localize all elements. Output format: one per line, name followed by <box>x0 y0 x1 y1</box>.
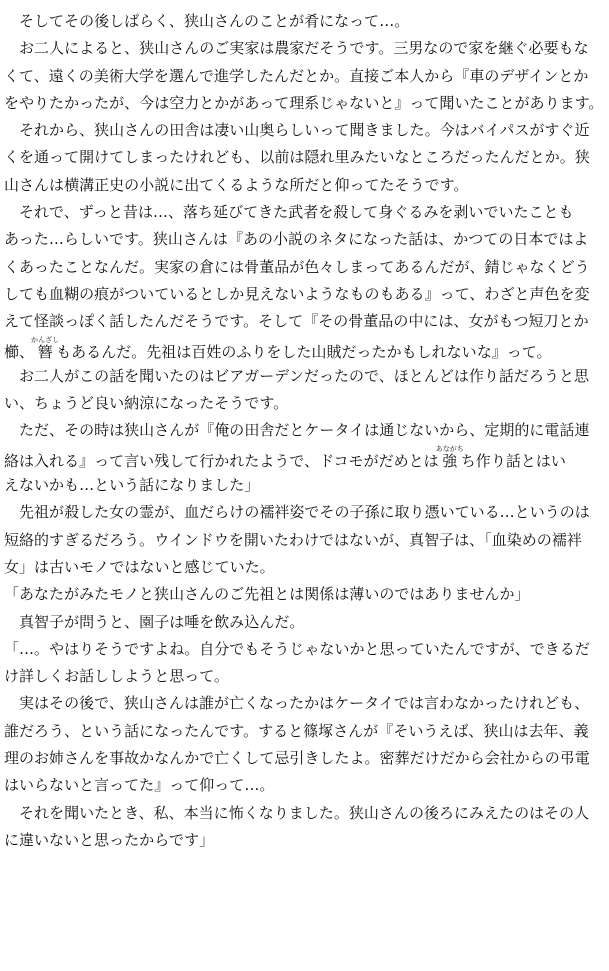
text-line: それで、ずっと昔は…、落ち延びてきた武者を殺して身ぐるみを剥いでいたことも <box>4 203 574 222</box>
text-line: それから、狭山さんの田舎は凄い山奥らしいって聞きました。今はバイパスがすぐ近 <box>4 121 590 140</box>
text-segment: ち作り話とはい <box>460 451 566 470</box>
text-line: お二人がこの話を聞いたのはビアガーデンだったので、ほとんどは作り話だろうと思 <box>4 366 590 385</box>
text-line: 短絡的すぎるだろう。ウインドウを開いたわけではないが、真智子は、「血染めの襦袢 <box>4 530 582 549</box>
text-line: 実はその後で、狭山さんは誰が亡くなったかはケータイでは言わなかったけれども、 <box>4 694 590 713</box>
text-line-with-ruby <box>4 445 605 472</box>
text-line: 女」は古いモノではないと感じていた。 <box>4 557 275 576</box>
text-line: 誰だろう、という話になったんです。すると篠塚さんが『そいうえば、狭山は去年、義 <box>4 721 589 740</box>
text-line: あった…らしいです。狭山さんは『あの小説のネタになった話は、かつての日本ではよ <box>4 230 589 249</box>
text-segment: 櫛、 <box>4 342 35 361</box>
text-line: しても血糊の痕がついているとしか見えないようなものもある』って、わざと声色を変 <box>4 284 590 303</box>
ruby-base: 簪 <box>31 342 60 361</box>
text-line: えないかも…という話になりました」 <box>4 476 260 495</box>
ruby-annotation <box>435 444 464 470</box>
text-line: け詳しくお話ししようと思って。 <box>4 667 230 686</box>
text-line-with-ruby <box>4 336 605 363</box>
paragraph-11 <box>4 690 605 799</box>
paragraph-2 <box>4 35 605 117</box>
document-page <box>4 8 605 854</box>
text-line: 「…。やはりそうですよね。自分でもそうじゃないかと思っていたんですが、できるだ <box>4 639 590 658</box>
text-line: ただ、その時は狭山さんが『俺の田舎だとケータイは通じないから、定期的に電話連 <box>4 421 590 440</box>
text-line: お二人によると、狭山さんのご実家は農家だそうです。三男なので家を継ぐ必要もな <box>4 39 589 58</box>
text-segment: 絡は入れる』って言い残して行かれたようで、ドコモがだめとは <box>4 451 439 470</box>
text-line: 真智子が問うと、園子は唾を飲み込んだ。 <box>4 612 305 631</box>
paragraph-6 <box>4 417 605 499</box>
ruby-reading: かんざし <box>31 335 60 344</box>
paragraph-9 <box>4 609 605 636</box>
text-line: はいらないと言ってた』って仰って…。 <box>4 776 275 795</box>
paragraph-3 <box>4 117 605 199</box>
text-line: 山さんは横溝正史の小説に出てくるような所だと仰ってたそうです。 <box>4 175 469 194</box>
paragraph-10 <box>4 636 605 691</box>
text-line: 理のお姉さんを事故かなんかで亡くして忌引きしたよ。密葬だけだから会社からの弔電 <box>4 749 590 768</box>
paragraph-5 <box>4 363 605 418</box>
text-line: 「あなたがみたモノと狭山さんのご先祖とは関係は薄いのではありませんか」 <box>4 585 530 604</box>
text-line: をやりたかったが、今は空力とかがあって理系じゃないと』って聞いたことがあります。 <box>4 93 604 112</box>
text-line: に違いないと思ったからです」 <box>4 830 215 849</box>
text-line: くて、遠くの美術大学を選んで進学したんだとか。直接ご本人から『車のデザインとか <box>4 66 589 85</box>
paragraph-8 <box>4 581 605 608</box>
paragraph-7 <box>4 499 605 581</box>
ruby-reading: あながち <box>435 444 464 453</box>
text-line: えて怪談っぽく話したんだそうです。そして『その骨董品の中には、女がもつ短刀とか <box>4 312 589 331</box>
text-line: そしてその後しばらく、狭山さんのことが肴になって…。 <box>4 12 410 30</box>
text-line: い、ちょうど良い納涼になったそうです。 <box>4 394 289 413</box>
text-line: くを通って開けてしまったけれども、以前は隠れ里みたいなところだったんだとか。狭 <box>4 148 590 167</box>
paragraph-4 <box>4 199 605 363</box>
text-line: それを聞いたとき、私、本当に怖くなりました。狭山さんの後ろにみえたのはその人 <box>4 803 590 822</box>
ruby-annotation <box>31 335 60 361</box>
text-line: くあったことなんだ。実家の倉には骨董品が色々しまってあるんだが、錆じゃなくどう <box>4 257 590 276</box>
ruby-base: 強 <box>435 451 464 470</box>
paragraph-1 <box>4 8 605 35</box>
paragraph-12 <box>4 800 605 855</box>
text-segment: もあるんだ。先祖は百姓のふりをした山賊だったかもしれないな』って。 <box>56 342 552 361</box>
text-line: 先祖が殺した女の霊が、血だらけの襦袢姿でその子孫に取り憑いている…というのは <box>4 503 590 522</box>
